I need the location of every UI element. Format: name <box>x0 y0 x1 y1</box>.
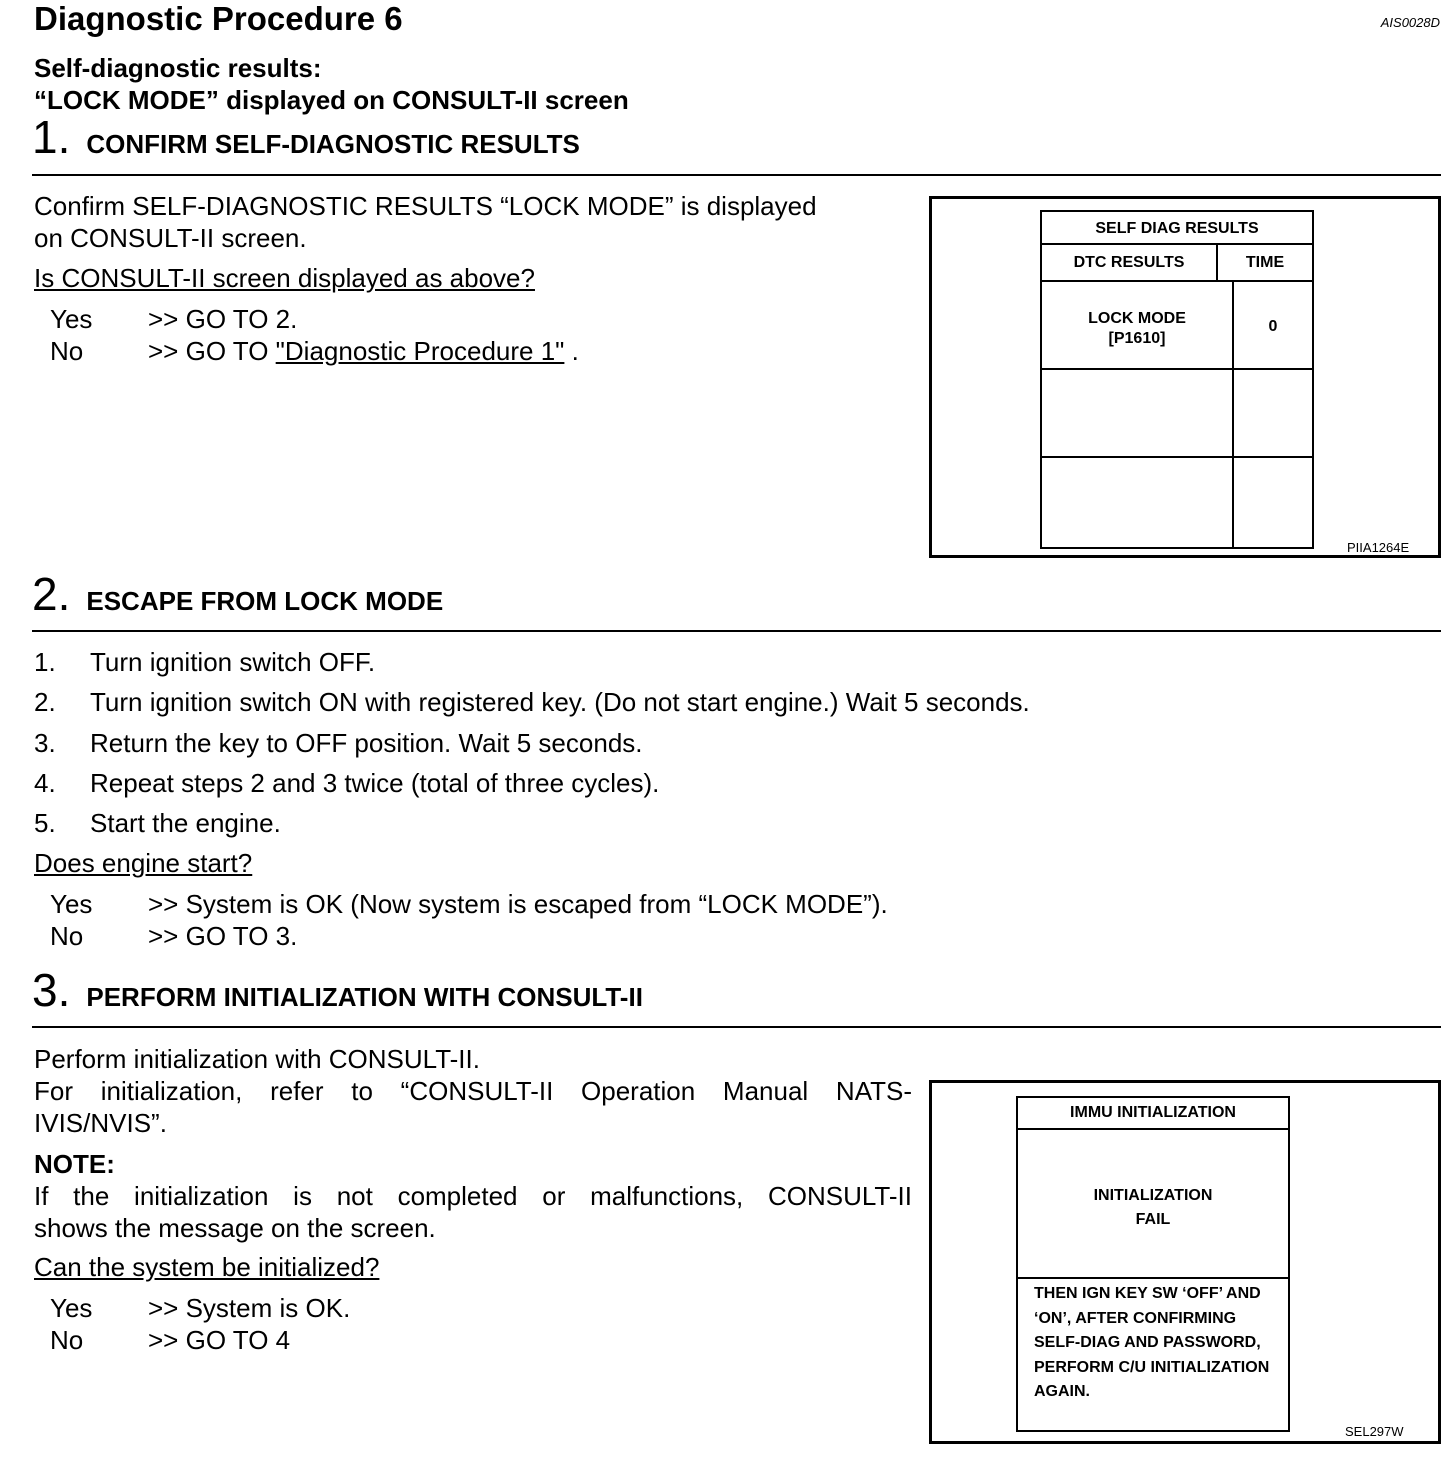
step2-answer-no: No >> GO TO 3. <box>50 921 298 951</box>
step3-divider <box>32 1026 1441 1028</box>
col-time: TIME <box>1245 254 1285 271</box>
step1-answer-no: No >> GO TO "Diagnostic Procedure 1" . <box>50 336 579 366</box>
yes-action: >> GO TO 2. <box>148 304 298 334</box>
step3-text-line2: For initialization, refer to “CONSULT-II Operation Manual NATS- <box>34 1076 912 1106</box>
note-line1: If the initialization is not completed or malfunctions, CONSULT-II <box>34 1181 912 1211</box>
dtc-lock-mode: LOCK MODE [P1610] <box>1088 310 1186 347</box>
init-instructions: THEN IGN KEY SW ‘OFF’ AND ‘ON’, AFTER CONFIRMING SELF-DIAG AND PASSWORD, PERFORM C/U INITIALIZATION AGAIN. <box>1034 1285 1270 1400</box>
figure-id: SEL297W <box>1345 1424 1404 1439</box>
subtitle-line1: Self-diagnostic results: <box>34 53 322 83</box>
diagnostic-procedure-1-link[interactable]: "Diagnostic Procedure 1" <box>275 336 565 366</box>
step1-text-line2: on CONSULT-II screen. <box>34 223 307 253</box>
dtc-time-value: 0 <box>1268 318 1278 335</box>
list-item: 3. Return the key to OFF position. Wait 5 seconds. <box>34 728 643 758</box>
init-fail-message: INITIALIZATION FAIL <box>1093 1187 1213 1228</box>
col-dtc-results: DTC RESULTS <box>1073 254 1185 271</box>
step1-text-line1: Confirm SELF-DIAGNOSTIC RESULTS “LOCK MODE” is displayed <box>34 191 817 221</box>
consult-screen <box>1040 210 1314 549</box>
step1-heading: 1 . CONFIRM SELF-DIAGNOSTIC RESULTS <box>32 111 580 163</box>
subtitle-line2: “LOCK MODE” displayed on CONSULT-II screen <box>34 85 629 115</box>
step2-number: 2 <box>32 568 58 620</box>
no-label: No <box>50 336 84 366</box>
list-item: 1. Turn ignition switch OFF. <box>34 647 376 677</box>
step1-answer-yes <box>50 303 297 335</box>
step3-question: Can the system be initialized? <box>34 1252 380 1282</box>
step2-question: Does engine start? <box>34 848 253 878</box>
list-item: 2. Turn ignition switch ON with registered key. (Do not start engine.) Wait 5 seconds. <box>34 687 1030 717</box>
page-title: Diagnostic Procedure 6 <box>34 0 403 37</box>
step3-answer-yes: Yes >> System is OK. <box>50 1293 351 1323</box>
step3-text-line1: Perform initialization with CONSULT-II. <box>34 1044 480 1074</box>
list-item: 5. Start the engine. <box>34 808 281 838</box>
doc-id: AIS0028D <box>1380 15 1440 30</box>
yes-label: Yes <box>50 304 93 334</box>
step2-heading: 2 . ESCAPE FROM LOCK MODE <box>32 568 444 620</box>
step2-title: ESCAPE FROM LOCK MODE <box>86 586 444 616</box>
step2-divider <box>32 630 1441 632</box>
step1-number: 1 <box>32 111 58 163</box>
step1-divider <box>32 174 1441 176</box>
self-diag-results-figure <box>929 196 1441 558</box>
no-action: >> GO TO <box>148 336 269 366</box>
step3-answer-no: No >> GO TO 4 <box>50 1325 291 1355</box>
consult-screen <box>1016 1096 1290 1432</box>
step1-title: CONFIRM SELF-DIAGNOSTIC RESULTS <box>86 129 580 159</box>
note-label: NOTE: <box>34 1149 115 1179</box>
figure-id: PIIA1264E <box>1347 540 1410 555</box>
step3-title: PERFORM INITIALIZATION WITH CONSULT-II <box>86 982 643 1012</box>
step1-question: Is CONSULT-II screen displayed as above? <box>34 263 535 293</box>
step3-heading: 3 . PERFORM INITIALIZATION WITH CONSULT-II <box>32 964 643 1016</box>
list-item: 4. Repeat steps 2 and 3 twice (total of three cycles). <box>34 768 660 798</box>
immu-initialization-figure <box>929 1080 1441 1444</box>
step3-text-line3: IVIS/NVIS”. <box>34 1108 167 1138</box>
step3-number: 3 <box>32 964 58 1016</box>
screen-header: SELF DIAG RESULTS <box>1095 220 1259 237</box>
note-line2: shows the message on the screen. <box>34 1213 436 1243</box>
step2-answer-yes: Yes >> System is OK (Now system is escaped from “LOCK MODE”). <box>50 889 888 919</box>
screen-header: IMMU INITIALIZATION <box>1070 1104 1236 1121</box>
